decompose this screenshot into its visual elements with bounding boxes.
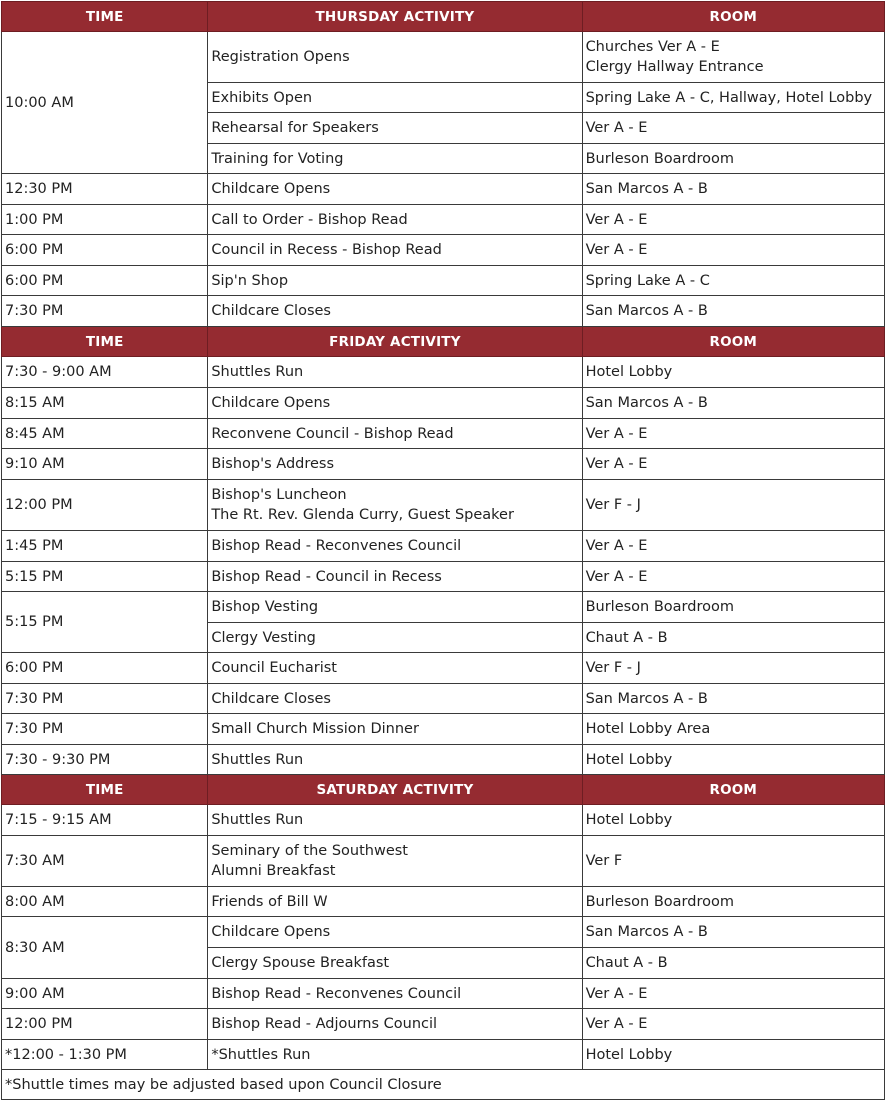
activity-cell bbox=[208, 592, 582, 623]
time-cell: 12:30 PM bbox=[2, 174, 208, 205]
room-cell bbox=[582, 836, 884, 887]
schedule-row bbox=[2, 917, 885, 948]
room-cell-line: Hotel Lobby bbox=[585, 1046, 673, 1063]
schedule-row bbox=[2, 592, 885, 623]
room-cell-line: Ver F bbox=[585, 853, 623, 869]
schedule-table bbox=[1, 1, 885, 1100]
schedule-row bbox=[2, 979, 885, 1009]
time-cell: 9:00 AM bbox=[2, 979, 208, 1009]
time-cell: 6:00 PM bbox=[2, 235, 208, 266]
schedule-row bbox=[2, 419, 885, 449]
room-cell-line: Clergy Hallway Entrance bbox=[585, 59, 764, 75]
activity-cell bbox=[208, 948, 582, 979]
activity-cell bbox=[208, 745, 582, 775]
time-cell: 7:30 AM bbox=[2, 836, 208, 887]
room-cell-line: Ver A - E bbox=[585, 456, 648, 472]
activity-cell-line: Exhibits Open bbox=[211, 89, 313, 106]
activity-cell bbox=[208, 653, 582, 684]
schedule-row bbox=[2, 449, 885, 480]
room-cell bbox=[582, 113, 884, 144]
room-cell bbox=[582, 357, 884, 388]
activity-cell bbox=[208, 449, 582, 480]
room-cell bbox=[582, 979, 884, 1009]
time-cell: 6:00 PM bbox=[2, 266, 208, 296]
time-cell: 9:10 AM bbox=[2, 449, 208, 480]
activity-cell-line: Childcare Opens bbox=[211, 181, 331, 197]
activity-cell-line: Bishop's Luncheon bbox=[211, 487, 347, 503]
activity-cell bbox=[208, 623, 582, 653]
time-cell: 7:30 PM bbox=[2, 714, 208, 745]
time-cell: 7:30 PM bbox=[2, 684, 208, 714]
room-cell bbox=[582, 266, 884, 296]
section-header-row bbox=[2, 775, 885, 805]
activity-cell bbox=[208, 113, 582, 144]
header-room: ROOM bbox=[582, 2, 884, 32]
room-cell bbox=[582, 1040, 884, 1070]
activity-cell bbox=[208, 388, 582, 419]
room-cell bbox=[582, 83, 884, 113]
activity-cell bbox=[208, 714, 582, 745]
header-room: ROOM bbox=[582, 327, 884, 357]
activity-cell-line: Clergy Spouse Breakfast bbox=[211, 955, 390, 971]
time-cell: 1:45 PM bbox=[2, 531, 208, 562]
activity-cell-line: Bishop Read - Council in Recess bbox=[211, 568, 442, 585]
header-time: TIME bbox=[2, 775, 208, 805]
room-cell-line: Chaut A - B bbox=[585, 955, 668, 971]
room-cell bbox=[582, 948, 884, 979]
schedule-row bbox=[2, 887, 885, 917]
time-cell: 7:30 PM bbox=[2, 296, 208, 327]
activity-cell bbox=[208, 805, 582, 836]
schedule-row bbox=[2, 32, 885, 83]
room-cell bbox=[582, 1009, 884, 1040]
room-cell-line: Ver A - E bbox=[585, 985, 648, 1002]
time-cell: 12:00 PM bbox=[2, 480, 208, 531]
time-cell: 7:15 - 9:15 AM bbox=[2, 805, 208, 836]
room-cell bbox=[582, 480, 884, 531]
activity-cell-line: Childcare Closes bbox=[211, 303, 331, 319]
activity-cell-line: Childcare Opens bbox=[211, 924, 331, 940]
header-activity: FRIDAY ACTIVITY bbox=[208, 327, 582, 357]
schedule-row bbox=[2, 805, 885, 836]
header-time: TIME bbox=[2, 2, 208, 32]
activity-cell-line: Training for Voting bbox=[211, 150, 344, 167]
activity-cell bbox=[208, 357, 582, 388]
room-cell-line: Ver A - E bbox=[585, 538, 648, 554]
activity-cell bbox=[208, 205, 582, 235]
activity-cell bbox=[208, 531, 582, 562]
activity-cell bbox=[208, 419, 582, 449]
schedule-row bbox=[2, 562, 885, 592]
schedule-row bbox=[2, 174, 885, 205]
activity-cell-line: Shuttles Run bbox=[211, 751, 304, 768]
room-cell-line: Ver F - J bbox=[585, 660, 641, 676]
time-cell: 12:00 PM bbox=[2, 1009, 208, 1040]
schedule-row bbox=[2, 714, 885, 745]
room-cell-line: Ver F - J bbox=[585, 497, 641, 513]
time-cell: 7:30 - 9:00 AM bbox=[2, 357, 208, 388]
schedule-row bbox=[2, 684, 885, 714]
activity-cell-line: The Rt. Rev. Glenda Curry, Guest Speaker bbox=[211, 507, 514, 523]
room-cell-line: Ver A - E bbox=[585, 242, 648, 258]
header-time: TIME bbox=[2, 327, 208, 357]
room-cell-line: Hotel Lobby bbox=[585, 751, 673, 768]
room-cell bbox=[582, 887, 884, 917]
room-cell-line: Hotel Lobby bbox=[585, 812, 673, 828]
room-cell bbox=[582, 653, 884, 684]
room-cell bbox=[582, 449, 884, 480]
activity-cell-line: Clergy Vesting bbox=[211, 629, 316, 646]
room-cell-line: Hotel Lobby Area bbox=[585, 721, 711, 737]
room-cell-line: Churches Ver A - E bbox=[585, 39, 720, 55]
activity-cell-line: Friends of Bill W bbox=[211, 893, 328, 910]
activity-cell-line: *Shuttles Run bbox=[211, 1046, 311, 1063]
room-cell bbox=[582, 32, 884, 83]
footnote: *Shuttle times may be adjusted based upon Council Closure bbox=[2, 1070, 885, 1100]
room-cell bbox=[582, 805, 884, 836]
activity-cell-line: Bishop Read - Adjourns Council bbox=[211, 1016, 438, 1032]
room-cell bbox=[582, 296, 884, 327]
room-cell-line: Ver A - E bbox=[585, 568, 648, 585]
activity-cell-line: Reconvene Council - Bishop Read bbox=[211, 425, 454, 442]
schedule-row bbox=[2, 480, 885, 531]
schedule-row bbox=[2, 531, 885, 562]
time-cell: 1:00 PM bbox=[2, 205, 208, 235]
schedule-row bbox=[2, 296, 885, 327]
time-cell: 5:15 PM bbox=[2, 592, 208, 653]
activity-cell bbox=[208, 979, 582, 1009]
activity-cell bbox=[208, 144, 582, 174]
room-cell-line: San Marcos A - B bbox=[585, 395, 708, 411]
activity-cell-line: Bishop Read - Reconvenes Council bbox=[211, 538, 462, 554]
activity-cell-line: Childcare Closes bbox=[211, 690, 331, 707]
time-cell: 7:30 - 9:30 PM bbox=[2, 745, 208, 775]
activity-cell-line: Alumni Breakfast bbox=[211, 863, 336, 879]
activity-cell-line: Call to Order - Bishop Read bbox=[211, 211, 408, 228]
schedule-row bbox=[2, 1009, 885, 1040]
time-cell: *12:00 - 1:30 PM bbox=[2, 1040, 208, 1070]
activity-cell bbox=[208, 266, 582, 296]
activity-cell-line: Bishop Read - Reconvenes Council bbox=[211, 985, 462, 1002]
room-cell-line: Ver A - E bbox=[585, 120, 648, 136]
activity-cell-line: Registration Opens bbox=[211, 49, 350, 65]
schedule-row bbox=[2, 357, 885, 388]
time-cell: 8:30 AM bbox=[2, 917, 208, 979]
schedule-row bbox=[2, 745, 885, 775]
room-cell-line: Burleson Boardroom bbox=[585, 893, 734, 910]
activity-cell bbox=[208, 917, 582, 948]
room-cell bbox=[582, 592, 884, 623]
room-cell-line: San Marcos A - B bbox=[585, 690, 708, 707]
room-cell bbox=[582, 531, 884, 562]
room-cell bbox=[582, 562, 884, 592]
time-cell: 10:00 AM bbox=[2, 32, 208, 174]
time-cell: 8:15 AM bbox=[2, 388, 208, 419]
activity-cell bbox=[208, 83, 582, 113]
schedule-row bbox=[2, 1040, 885, 1070]
activity-cell-line: Shuttles Run bbox=[211, 364, 304, 380]
room-cell-line: Ver A - E bbox=[585, 1016, 648, 1032]
activity-cell bbox=[208, 296, 582, 327]
schedule-row bbox=[2, 836, 885, 887]
time-cell: 8:00 AM bbox=[2, 887, 208, 917]
room-cell-line: Hotel Lobby bbox=[585, 364, 673, 380]
activity-cell bbox=[208, 480, 582, 531]
header-activity: SATURDAY ACTIVITY bbox=[208, 775, 582, 805]
room-cell bbox=[582, 144, 884, 174]
activity-cell bbox=[208, 1040, 582, 1070]
time-cell: 6:00 PM bbox=[2, 653, 208, 684]
room-cell bbox=[582, 205, 884, 235]
activity-cell-line: Bishop Vesting bbox=[211, 599, 319, 615]
room-cell bbox=[582, 623, 884, 653]
activity-cell-line: Bishop's Address bbox=[211, 456, 335, 472]
room-cell bbox=[582, 235, 884, 266]
room-cell bbox=[582, 388, 884, 419]
activity-cell-line: Small Church Mission Dinner bbox=[211, 721, 419, 737]
room-cell-line: Burleson Boardroom bbox=[585, 150, 734, 167]
schedule-row bbox=[2, 653, 885, 684]
activity-cell-line: Rehearsal for Speakers bbox=[211, 120, 379, 136]
schedule-row bbox=[2, 266, 885, 296]
section-header-row bbox=[2, 2, 885, 32]
schedule-row bbox=[2, 388, 885, 419]
activity-cell-line: Sip'n Shop bbox=[211, 272, 289, 289]
activity-cell-line: Council Eucharist bbox=[211, 660, 337, 676]
room-cell-line: Ver A - E bbox=[585, 425, 648, 442]
activity-cell bbox=[208, 174, 582, 205]
room-cell-line: Spring Lake A - C, Hallway, Hotel Lobby bbox=[585, 89, 873, 106]
schedule-row bbox=[2, 205, 885, 235]
activity-cell bbox=[208, 235, 582, 266]
room-cell-line: San Marcos A - B bbox=[585, 303, 708, 319]
room-cell bbox=[582, 745, 884, 775]
room-cell-line: San Marcos A - B bbox=[585, 181, 708, 197]
room-cell bbox=[582, 174, 884, 205]
room-cell-line: San Marcos A - B bbox=[585, 924, 708, 940]
header-activity: THURSDAY ACTIVITY bbox=[208, 2, 582, 32]
activity-cell-line: Council in Recess - Bishop Read bbox=[211, 242, 442, 258]
header-room: ROOM bbox=[582, 775, 884, 805]
schedule-row bbox=[2, 235, 885, 266]
footnote-row bbox=[2, 1070, 885, 1100]
activity-cell-line: Seminary of the Southwest bbox=[211, 843, 408, 859]
activity-cell-line: Shuttles Run bbox=[211, 812, 304, 828]
activity-cell-line: Childcare Opens bbox=[211, 395, 331, 411]
room-cell-line: Spring Lake A - C bbox=[585, 272, 710, 289]
activity-cell bbox=[208, 1009, 582, 1040]
time-cell: 8:45 AM bbox=[2, 419, 208, 449]
room-cell-line: Chaut A - B bbox=[585, 629, 668, 646]
room-cell bbox=[582, 917, 884, 948]
room-cell-line: Burleson Boardroom bbox=[585, 599, 734, 615]
room-cell-line: Ver A - E bbox=[585, 211, 648, 228]
room-cell bbox=[582, 684, 884, 714]
activity-cell bbox=[208, 684, 582, 714]
activity-cell bbox=[208, 887, 582, 917]
activity-cell bbox=[208, 836, 582, 887]
section-header-row bbox=[2, 327, 885, 357]
activity-cell bbox=[208, 562, 582, 592]
room-cell bbox=[582, 419, 884, 449]
activity-cell bbox=[208, 32, 582, 83]
room-cell bbox=[582, 714, 884, 745]
time-cell: 5:15 PM bbox=[2, 562, 208, 592]
